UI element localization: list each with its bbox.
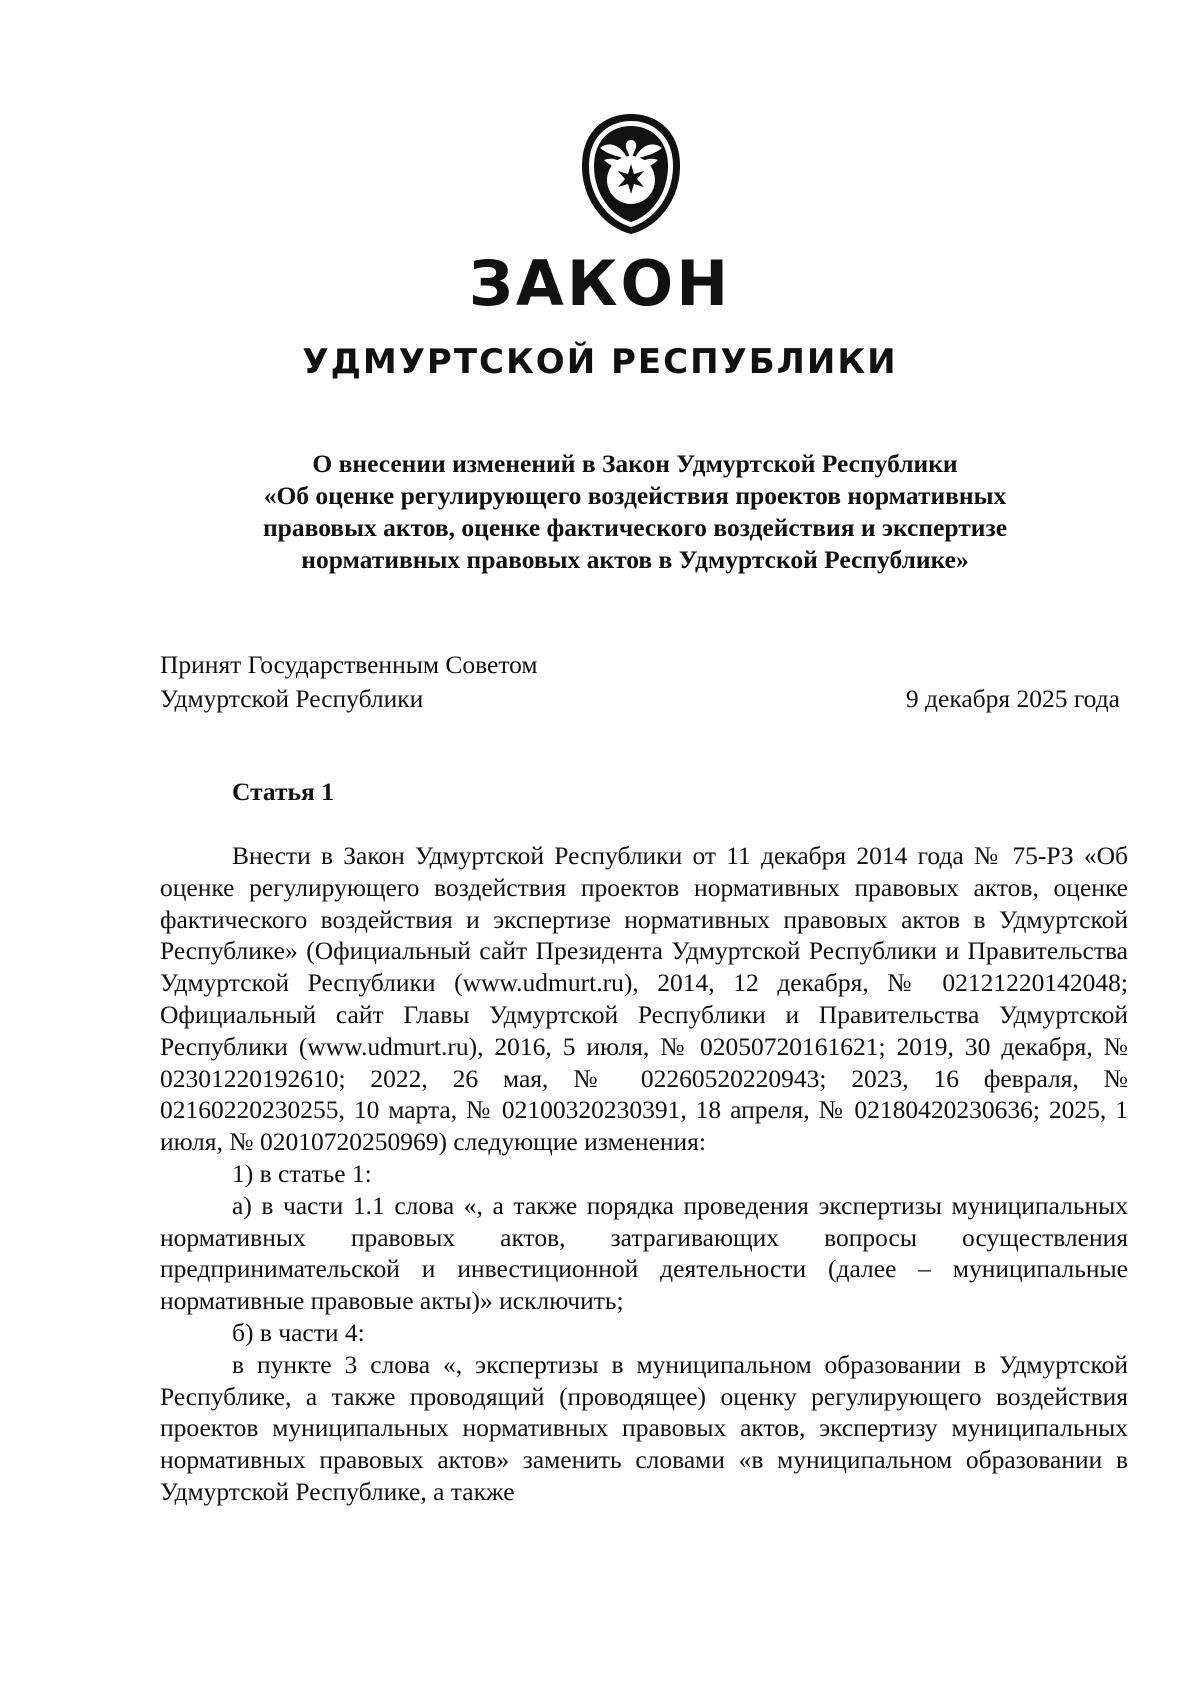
article-paragraph: б) в части 4: [232, 1317, 365, 1347]
law-heading [160, 448, 1110, 576]
law-heading-line: правовых актов, оценке фактического воздействия и экспертизе [262, 513, 1008, 542]
article-body [160, 840, 1128, 1508]
adopted-by-line: Удмуртской Республики [160, 684, 424, 713]
article-paragraph: в пункте 3 слова «, экспертизы в муниципальном образовании в Удмуртской Республике, а также проводящий (проводящее) оценку регулирующего воздействия проектов муниципальных нормативных правовых актов, экспертизу муниципальных нормативных правовых актов» заменить словами «в муниципальном образовании в Удмуртской Республике, а также [160, 1349, 1128, 1506]
udmurt-coat-of-arms-emblem [576, 110, 686, 238]
republic-subtitle: УДМУРТСКОЙ РЕСПУБЛИКИ [302, 342, 898, 382]
adoption-date: 9 декабря 2025 года [905, 684, 1120, 713]
document-type-title: ЗАКОН [468, 247, 732, 320]
adoption-block [160, 648, 1120, 716]
coat-of-arms-icon [576, 110, 686, 238]
article-title: Статья 1 [232, 777, 334, 806]
article-paragraph: 1) в статье 1: [232, 1158, 372, 1188]
article-paragraph: а) в части 1.1 слова «, а также порядка проведения экспертизы муниципальных нормативных правовых актов, затрагивающих вопросы осуществления предпринимательской и инвестиционной деятельности (далее – муниципальные нормативные правовые акты)» исключить; [160, 1190, 1128, 1316]
article-paragraph: Внести в Закон Удмуртской Республики от 11 декабря 2014 года № 75-РЗ «Об оценке регулирующего воздействия проектов нормативных правовых актов, оценке фактического воздействия и экспертизе нормативных правовых актов в Удмуртской Республике» (Официальный сайт Президента Удмуртской Республики и Правительства Удмуртской Республики (www.udmurt.ru), 2014, 12 декабря, № 02121220142048; Официальный сайт Главы Удмуртской Республики и Правительства Удмуртской Республики (www.udmurt.ru), 2016, 5 июля, № 02050720161621; 2019, 30 декабря, № 02301220192610; 2022, 26 мая, № 02260520220943; 2023, 16 февраля, № 02160220230255, 10 марта, № 02100320230391, 18 апреля, № 02180420230636; 2025, 1 июля, № 02010720250969) следующие изменения: [160, 841, 1128, 1157]
law-heading-line: О внесении изменений в Закон Удмуртской Республики [312, 449, 958, 478]
adopted-by-line: Принят Государственным Советом [160, 650, 538, 679]
law-heading-line: нормативных правовых актов в Удмуртской Республике» [301, 545, 969, 574]
law-heading-line: «Об оценке регулирующего воздействия проектов нормативных [263, 481, 1007, 510]
